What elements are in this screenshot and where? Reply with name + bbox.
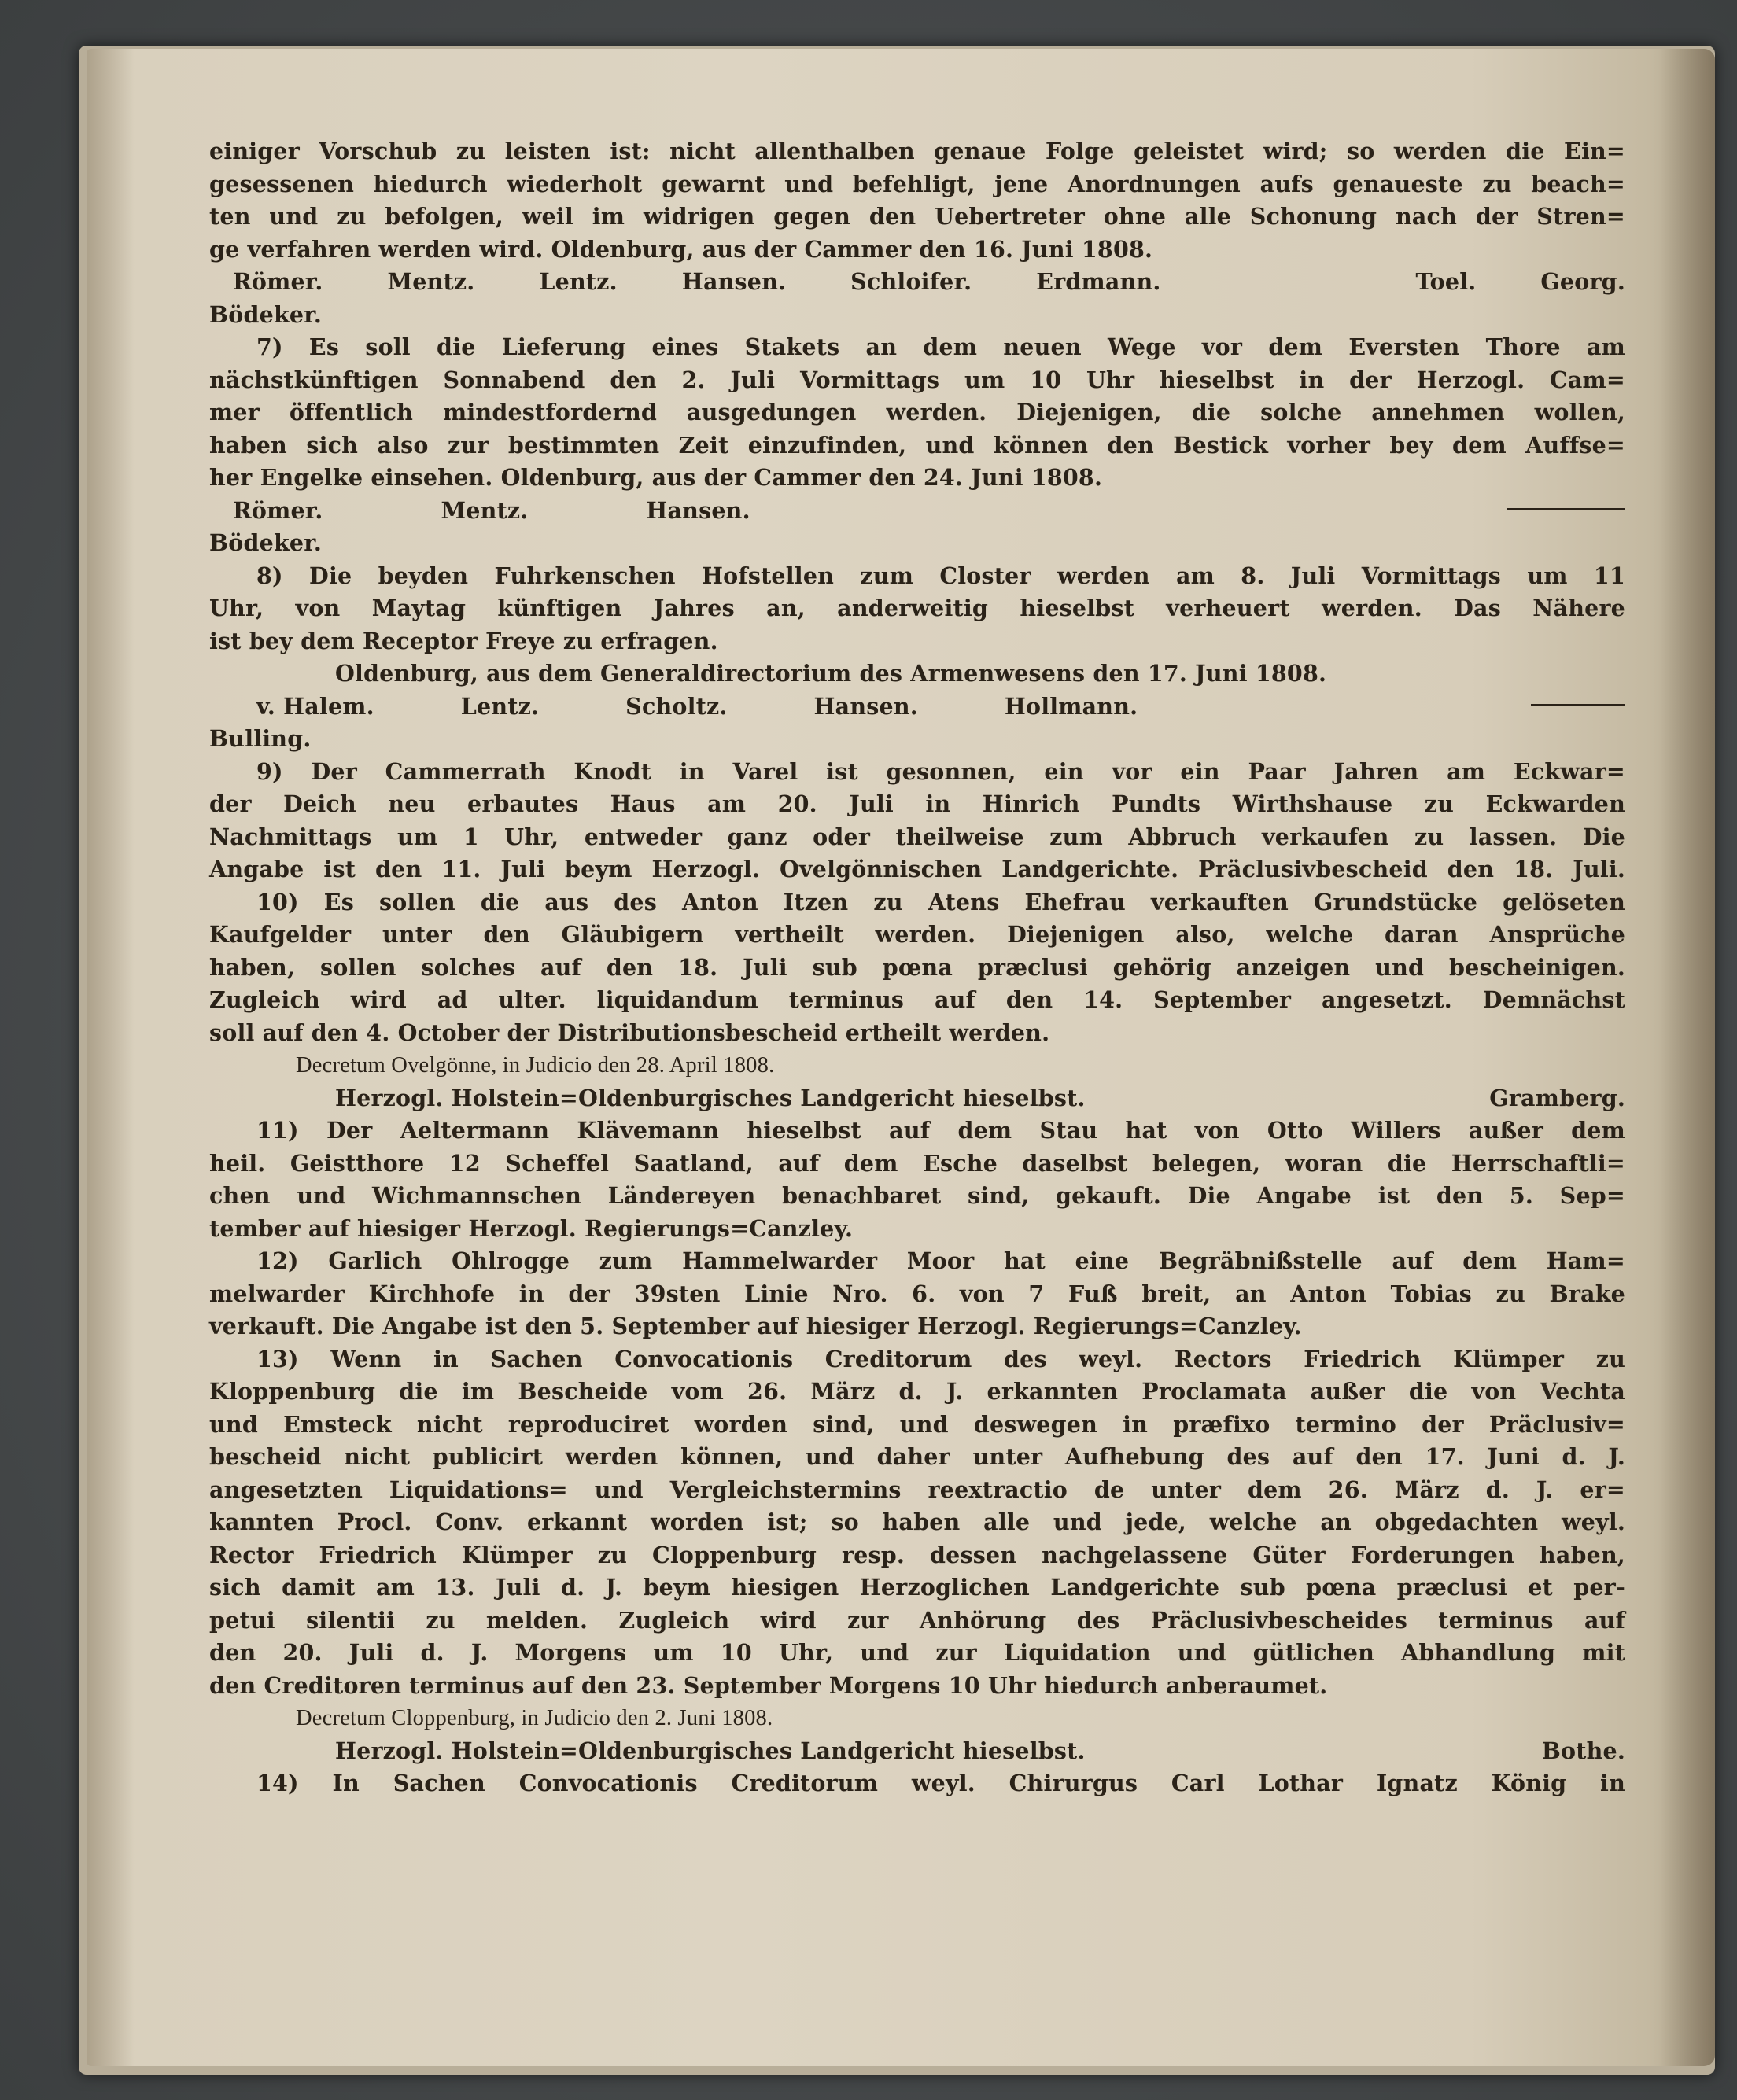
signature: Scholtz. (625, 692, 728, 720)
text-line: Nachmittags um 1 Uhr, entweder ganz oder theilweise zum Abbruch verkaufen zu lassen. Die (209, 823, 1625, 850)
text-line: den 20. Juli d. J. Morgens um 10 Uhr, und zur Liquidation und gütlichen Abhandlung mit (209, 1639, 1625, 1666)
signature: Römer. (233, 268, 323, 295)
signature: Bödeker. (209, 529, 322, 556)
text-line: den Creditoren terminus auf den 23. September Morgens 10 Uhr hiedurch anberaumet. (209, 1671, 1328, 1699)
text-line: 12) Garlich Ohlrogge zum Hammelwarder Moor hat eine Begräbnißstelle auf dem Ham= (256, 1247, 1625, 1274)
signature-separator (1507, 508, 1625, 510)
signature: Lentz. (539, 268, 618, 295)
text-line: Zugleich wird ad ulter. liquidandum terminus auf den 14. September angesetzt. Demnächst (209, 986, 1625, 1013)
decree-line: Decretum Ovelgönne, in Judicio den 28. April 1808. (296, 1053, 775, 1078)
signature-row (209, 266, 1625, 299)
signature: Römer. (233, 496, 323, 524)
text-line: mer öffentlich mindestfordernd ausgedungen werden. Diejenigen, die solche annehmen wollen, (209, 399, 1625, 426)
signature: Gramberg. (1489, 1084, 1625, 1111)
signature: v. Halem. (256, 692, 374, 720)
court-name: Herzogl. Holstein=Oldenburgisches Landgericht hieselbst. (335, 1737, 1086, 1764)
text-line: ge verfahren werden wird. Oldenburg, aus der Cammer den 16. Juni 1808. (209, 235, 1153, 263)
text-line: Angabe ist den 11. Juli beym Herzogl. Ovelgönnischen Landgerichte. Präclusivbescheid den 18. Juli. (209, 856, 1625, 882)
text-line: der Deich neu erbautes Haus am 20. Juli in Hinrich Pundts Wirthshause zu Eckwarden (209, 790, 1625, 817)
text-line: heil. Geistthore 12 Scheffel Saatland, auf dem Esche daselbst belegen, woran die Herrschaftli= (209, 1149, 1625, 1177)
text-line: Kloppenburg die im Bescheide vom 26. März d. J. erkannten Proclamata außer die von Vechta (209, 1378, 1625, 1405)
text-line: tember auf hiesiger Herzogl. Regierungs=Canzley. (209, 1214, 854, 1242)
text-line: angesetzten Liquidations= und Vergleichstermins reextractio de unter dem 26. März d. J. er= (209, 1476, 1625, 1503)
signature-row (209, 495, 1625, 528)
text-line: 9) Der Cammerrath Knodt in Varel ist gesonnen, ein vor ein Paar Jahren am Eckwar= (256, 757, 1625, 785)
text-line: Rector Friedrich Klümper zu Cloppenburg resp. dessen nachgelassene Güter Forderungen haben, (209, 1541, 1625, 1568)
signature: Toel. (1415, 268, 1477, 295)
court-name: Herzogl. Holstein=Oldenburgisches Landgericht hieselbst. (335, 1084, 1086, 1111)
text-line: nächstkünftigen Sonnabend den 2. Juli Vormittags um 10 Uhr hieselbst in der Herzogl. Cam= (209, 366, 1625, 393)
text-line: soll auf den 4. October der Distributionsbescheid ertheilt werden. (209, 1019, 1050, 1046)
page-text (209, 135, 1625, 1800)
text-line: ten und zu befolgen, weil im widrigen gegen den Uebertreter ohne alle Schonung nach der Stren= (209, 203, 1625, 230)
signature: Schloifer. (850, 268, 972, 295)
text-line: her Engelke einsehen. Oldenburg, aus der Cammer den 24. Juni 1808. (209, 464, 1103, 491)
text-line: chen und Wichmannschen Ländereyen benachbaret sind, gekauft. Die Angabe ist den 5. Sep= (209, 1182, 1625, 1209)
court-signature-row (209, 1082, 1625, 1115)
text-line: ist bey dem Receptor Freye zu erfragen. (209, 627, 718, 654)
decree-line: Decretum Cloppenburg, in Judicio den 2. Juni 1808. (296, 1706, 773, 1730)
text-line: bescheid nicht publicirt werden können, und daher unter Aufhebung des auf den 17. Juni d. J. (209, 1443, 1625, 1470)
text-line: einiger Vorschub zu leisten ist: nicht allenthalben genaue Folge geleistet wird; so werden die Ein= (209, 138, 1625, 164)
court-signature-row (209, 1735, 1625, 1768)
text-line: Oldenburg, aus dem Generaldirectorium des Armenwesens den 17. Juni 1808. (335, 660, 1327, 687)
text-line: melwarder Kirchhofe in der 39sten Linie Nro. 6. von 7 Fuß breit, an Anton Tobias zu Brake (209, 1280, 1625, 1307)
text-line: haben, sollen solches auf den 18. Juli sub pœna præclusi gehörig anzeigen und bescheinigen. (209, 953, 1625, 981)
signature: Georg. (1540, 268, 1625, 295)
text-line: gesessenen hiedurch wiederholt gewarnt und befehligt, jene Anordnungen aufs genaueste zu beach= (209, 170, 1625, 197)
text-line: petui silentii zu melden. Zugleich wird zur Anhörung des Präclusivbescheides terminus auf (209, 1606, 1625, 1634)
text-line: Uhr, von Maytag künftigen Jahres an, anderweitig hieselbst verheuert werden. Das Nähere (209, 595, 1625, 621)
signature: Hansen. (813, 692, 918, 720)
text-line: 14) In Sachen Convocationis Creditorum weyl. Chirurgus Carl Lothar Ignatz König in (256, 1770, 1625, 1796)
signature: Bödeker. (209, 300, 322, 328)
text-line: 7) Es soll die Lieferung eines Stakets an dem neuen Wege vor dem Eversten Thore am (256, 333, 1625, 360)
signature: Hansen. (681, 268, 787, 295)
text-line: 11) Der Aeltermann Klävemann hieselbst auf dem Stau hat von Otto Willers außer dem (256, 1117, 1625, 1144)
signature: Mentz. (387, 268, 475, 295)
text-line: Kaufgelder unter den Gläubigern vertheilt werden. Diejenigen also, welche daran Ansprüche (209, 921, 1625, 948)
signature: Hollmann. (1004, 692, 1138, 720)
signature: Bulling. (209, 725, 312, 752)
text-line: haben sich also zur bestimmten Zeit einzufinden, und können den Bestick vorher bey dem Auffse= (209, 431, 1625, 459)
text-line: 10) Es sollen die aus des Anton Itzen zu Atens Ehefrau verkauften Grundstücke gelöseten (256, 888, 1625, 916)
signature: Hansen. (646, 496, 750, 524)
text-line: kannten Procl. Conv. erkannt worden ist; so haben alle und jede, welche an obgedachten weyl. (209, 1509, 1625, 1535)
signature: Bothe. (1541, 1737, 1625, 1764)
text-line: sich damit am 13. Juli d. J. beym hiesigen Herzoglichen Landgerichte sub pœna præclusi et per- (209, 1574, 1625, 1601)
text-line: und Emsteck nicht reproduciret worden sind, und deswegen in præfixo termino der Präclusiv= (209, 1410, 1625, 1438)
signature: Lentz. (460, 692, 540, 720)
signature-separator (1531, 704, 1625, 706)
signature: Erdmann. (1036, 268, 1161, 295)
signature: Mentz. (441, 496, 529, 524)
signature-row (209, 691, 1625, 724)
text-line: verkauft. Die Angabe ist den 5. September auf hiesiger Herzogl. Regierungs=Canzley. (209, 1313, 1302, 1339)
text-line: 13) Wenn in Sachen Convocationis Creditorum des weyl. Rectors Friedrich Klümper zu (256, 1345, 1625, 1372)
text-line: 8) Die beyden Fuhrkenschen Hofstellen zum Closter werden am 8. Juli Vormittags um 11 (256, 562, 1625, 589)
